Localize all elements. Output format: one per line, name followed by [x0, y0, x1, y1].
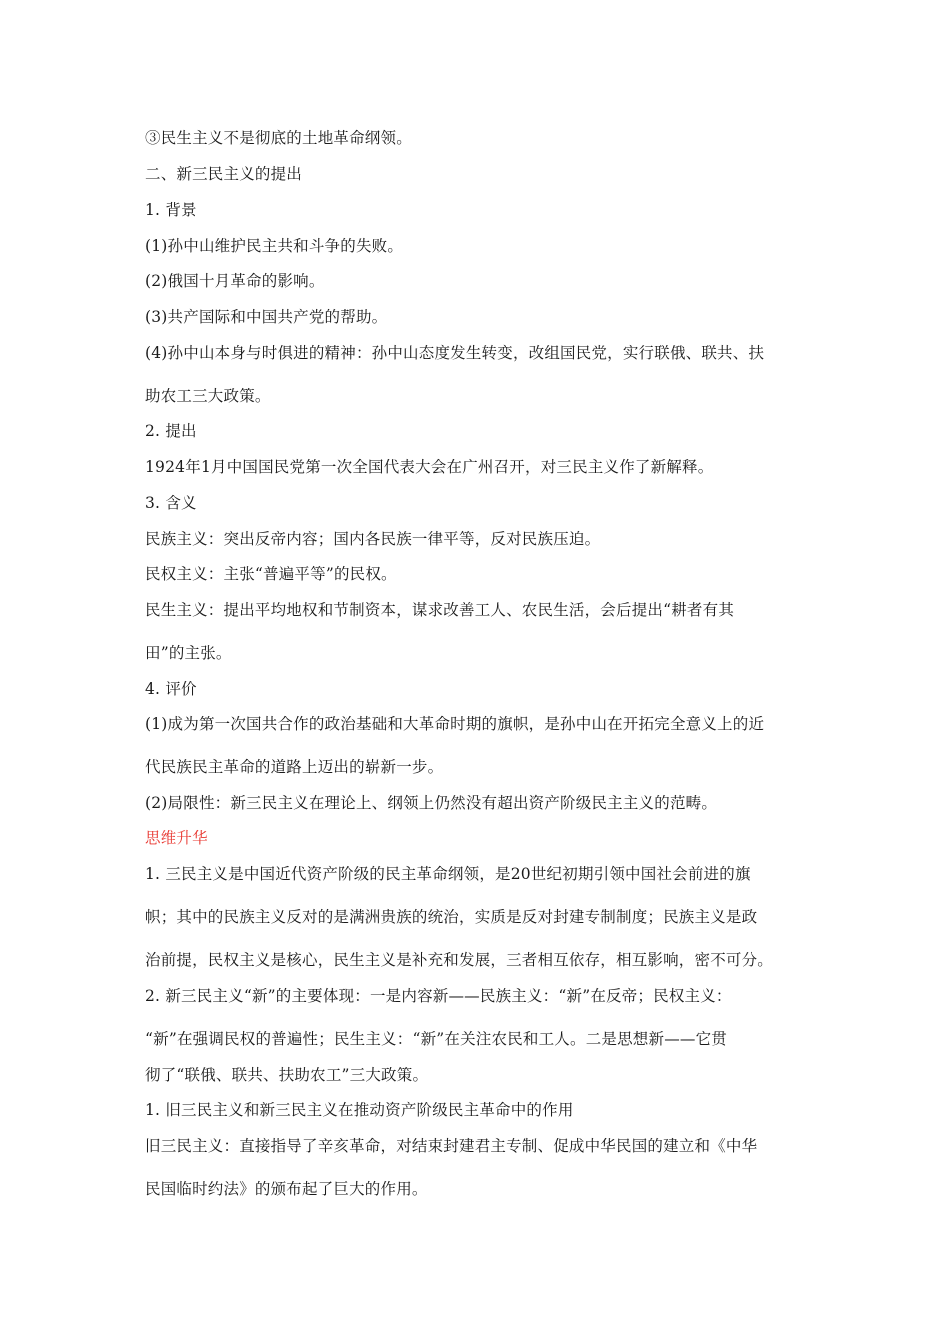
text-line: 2. 新三民主义“新”的主要体现：一是内容新——民族主义：“新”在反帝；民权主义： [145, 987, 732, 1005]
thinking-heading: 思维升华 [145, 829, 208, 847]
text-line: 治前提，民权主义是核心，民生主义是补充和发展，三者相互依存，相互影响，密不可分。 [145, 951, 774, 969]
text-line: (4)孙中山本身与时俱进的精神：孙中山态度发生转变，改组国民党，实行联俄、联共、扶 [145, 344, 765, 362]
text-line: 民生主义：提出平均地权和节制资本，谋求改善工人、农民生活，会后提出“耕者有其 [145, 601, 735, 619]
subsection-heading: 4. 评价 [145, 680, 197, 698]
text-line: 代民族民主革命的道路上迈出的崭新一步。 [145, 758, 444, 776]
text-line: 民权主义：主张“普遍平等”的民权。 [145, 565, 397, 583]
text-line: “新”在强调民权的普遍性；民生主义：“新”在关注农民和工人。二是思想新——它贯 [145, 1030, 727, 1048]
text-line: (3)共产国际和中国共产党的帮助。 [145, 308, 388, 326]
subsection-heading: 2. 提出 [145, 422, 197, 440]
text-line: ③民生主义不是彻底的土地革命纲领。 [145, 129, 412, 147]
text-line: (1)成为第一次国共合作的政治基础和大革命时期的旗帜，是孙中山在开拓完全意义上的近 [145, 715, 765, 733]
section-heading: 二、新三民主义的提出 [145, 165, 303, 183]
text-line: 旧三民主义：直接指导了辛亥革命，对结束封建君主专制、促成中华民国的建立和《中华 [145, 1137, 758, 1155]
text-line: 帜；其中的民族主义反对的是满洲贵族的统治，实质是反对封建专制制度；民族主义是政 [145, 908, 758, 926]
text-line: 彻了“联俄、联共、扶助农工”三大政策。 [145, 1066, 429, 1084]
subsection-heading: 3. 含义 [145, 494, 197, 512]
text-line: 民族主义：突出反帝内容；国内各民族一律平等，反对民族压迫。 [145, 530, 601, 548]
text-line: 1924年1月中国国民党第一次全国代表大会在广州召开，对三民主义作了新解释。 [145, 458, 714, 476]
subsection-heading: 1. 背景 [145, 201, 197, 219]
text-line: (1)孙中山维护民主共和斗争的失败。 [145, 237, 404, 255]
subsection-heading: 1. 旧三民主义和新三民主义在推动资产阶级民主革命中的作用 [145, 1101, 574, 1119]
text-line: 田”的主张。 [145, 644, 232, 662]
text-line: 1. 三民主义是中国近代资产阶级的民主革命纲领，是20世纪初期引领中国社会前进的旗 [145, 865, 751, 883]
text-line: 助农工三大政策。 [145, 387, 271, 405]
text-line: (2)俄国十月革命的影响。 [145, 272, 325, 290]
text-line: 民国临时约法》的颁布起了巨大的作用。 [145, 1180, 428, 1198]
text-line: (2)局限性：新三民主义在理论上、纲领上仍然没有超出资产阶级民主主义的范畴。 [145, 794, 718, 812]
